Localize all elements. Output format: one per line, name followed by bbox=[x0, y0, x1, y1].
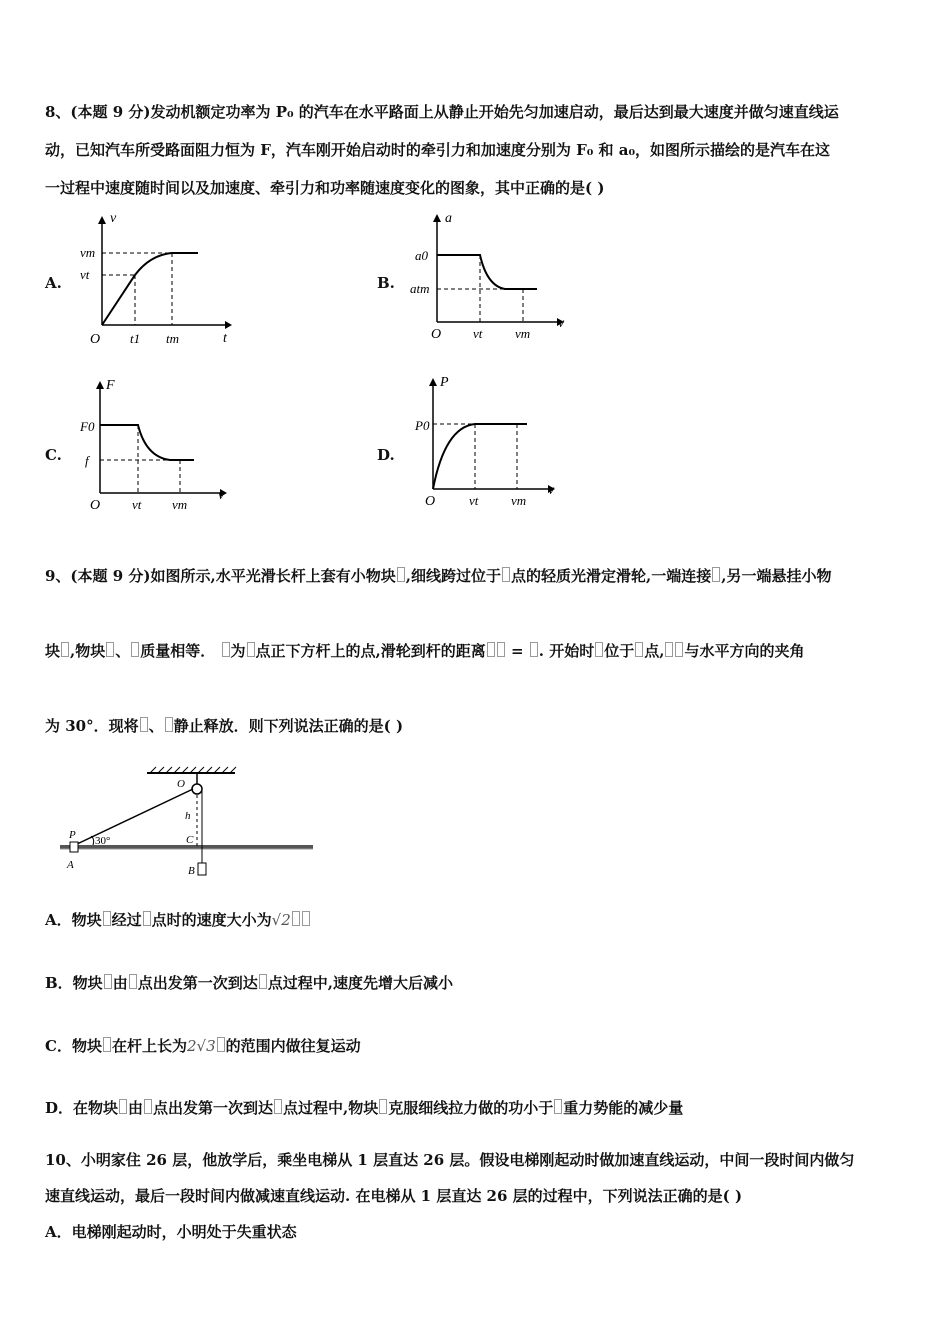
label-h: h bbox=[185, 810, 191, 822]
missing-glyph-icon bbox=[165, 717, 173, 732]
missing-glyph-icon bbox=[106, 642, 114, 657]
formula-sqrt: √2 bbox=[271, 911, 291, 929]
y-axis-label: F bbox=[106, 378, 115, 393]
missing-glyph-icon bbox=[497, 642, 505, 657]
tick-t1: t1 bbox=[130, 331, 141, 346]
missing-glyph-icon bbox=[530, 642, 538, 657]
missing-glyph-icon bbox=[554, 1099, 562, 1114]
q9-option-a[interactable]: A．物块 经过 点时的速度大小为√2 bbox=[45, 910, 311, 930]
x-axis-label: v bbox=[548, 483, 555, 498]
v-t-curve bbox=[102, 253, 198, 325]
block-b-icon bbox=[198, 863, 206, 875]
q8-option-b-label[interactable]: B. bbox=[377, 274, 395, 292]
q10-option-a[interactable]: A．电梯刚起动时，小明处于失重状态 bbox=[45, 1223, 297, 1241]
q8-option-c-label[interactable]: C. bbox=[45, 446, 62, 464]
x-axis-label: v bbox=[218, 488, 225, 503]
y-arrow-icon bbox=[429, 378, 437, 386]
tick-a0: a0 bbox=[415, 248, 428, 263]
missing-glyph-icon bbox=[274, 1099, 282, 1114]
missing-glyph-icon bbox=[397, 567, 405, 582]
missing-glyph-icon bbox=[292, 911, 300, 926]
missing-glyph-icon bbox=[259, 974, 267, 989]
missing-glyph-icon bbox=[502, 567, 510, 582]
missing-glyph-icon bbox=[635, 642, 643, 657]
q9-line-3: 为 30°．现将 、 静止释放．则下列说法正确的是( ) bbox=[45, 717, 404, 735]
missing-glyph-icon bbox=[675, 642, 683, 657]
label-p: P bbox=[69, 829, 76, 841]
tick-f: f bbox=[85, 453, 89, 468]
a-v-curve bbox=[437, 255, 537, 289]
q8-graph-d bbox=[405, 372, 565, 512]
missing-glyph-icon bbox=[104, 974, 112, 989]
missing-glyph-icon bbox=[129, 974, 137, 989]
q9-line-2: 块 ,物块 、 质量相等． 为 点正下方杆上的点,滑轮到杆的距离 = . 开始时 位于 点, 与水平方向的夹角 bbox=[45, 642, 805, 660]
q8-graph-a bbox=[80, 210, 240, 350]
q8-line-1: 8、(本题 9 分)发动机额定功率为 P₀ 的汽车在水平路面上从静止开始先匀加速启动，最后达到最大速度并做匀速直线运 bbox=[45, 103, 839, 121]
tick-vm: vm bbox=[511, 493, 527, 508]
tick-vt: vt bbox=[473, 326, 483, 341]
q8-option-a-label[interactable]: A. bbox=[45, 274, 62, 292]
y-arrow-icon bbox=[98, 216, 106, 224]
q8-line-3: 一过程中速度随时间以及加速度、牵引力和功率随速度变化的图象，其中正确的是( ) bbox=[45, 179, 605, 197]
missing-glyph-icon bbox=[103, 1037, 111, 1052]
missing-glyph-icon bbox=[712, 567, 720, 582]
q9-option-c[interactable]: C．物块 在杆上长为2√3 的范围内做往复运动 bbox=[45, 1037, 361, 1055]
missing-glyph-icon bbox=[217, 1037, 225, 1052]
tick-tm: tm bbox=[166, 331, 179, 346]
missing-glyph-icon bbox=[143, 911, 151, 926]
missing-glyph-icon bbox=[131, 642, 139, 657]
tick-vm: vm bbox=[80, 245, 96, 260]
missing-glyph-icon bbox=[379, 1099, 387, 1114]
q9-line-1: 9、(本题 9 分)如图所示,水平光滑长杆上套有小物块 ,细线跨过位于 点的轻质光滑定滑轮,一端连接 ,另一端悬挂小物 bbox=[45, 567, 832, 585]
string-segment bbox=[75, 789, 193, 845]
missing-glyph-icon bbox=[103, 911, 111, 926]
y-axis-label: v bbox=[110, 211, 117, 226]
q10-line-1: 10、小明家住 26 层，他放学后，乘坐电梯从 1 层直达 26 层。假设电梯刚起动时做加速直线运动，中间一段时间内做匀 bbox=[45, 1151, 855, 1169]
x-axis-label: t bbox=[223, 331, 227, 346]
origin-label: O bbox=[425, 494, 436, 509]
x-axis-label: v bbox=[558, 316, 565, 331]
y-axis-label: a bbox=[445, 211, 452, 226]
label-o: O bbox=[177, 778, 185, 790]
label-a: A bbox=[67, 859, 74, 871]
tick-vm: vm bbox=[515, 326, 531, 341]
origin-label: O bbox=[90, 332, 101, 347]
missing-glyph-icon bbox=[595, 642, 603, 657]
tick-vt: vt bbox=[80, 267, 90, 282]
q8-graph-b bbox=[405, 210, 575, 345]
tick-atm: atm bbox=[410, 281, 430, 296]
q9-option-b[interactable]: B．物块 由 点出发第一次到达 点过程中,速度先增大后减小 bbox=[45, 974, 453, 992]
block-p-icon bbox=[70, 842, 78, 852]
q8-option-d-label[interactable]: D. bbox=[377, 446, 395, 464]
tick-vm: vm bbox=[172, 497, 188, 512]
missing-glyph-icon bbox=[487, 642, 495, 657]
q8-line-2: 动，已知汽车所受路面阻力恒为 F，汽车刚开始启动时的牵引力和加速度分别为 F₀ 和 a₀，如图所示描绘的是汽车在这 bbox=[45, 141, 831, 159]
label-c: C bbox=[186, 834, 194, 846]
x-arrow-icon bbox=[225, 321, 232, 329]
missing-glyph-icon bbox=[119, 1099, 127, 1114]
q9-pulley-figure bbox=[55, 765, 320, 880]
missing-glyph-icon bbox=[140, 717, 148, 732]
tick-vt: vt bbox=[469, 493, 479, 508]
tick-vt: vt bbox=[132, 497, 142, 512]
pulley-icon bbox=[192, 784, 202, 794]
q9-option-d[interactable]: D．在物块 由 点出发第一次到达 点过程中,物块 克服细线拉力做的功小于 重力势能的减少量 bbox=[45, 1099, 684, 1117]
tick-f0: F0 bbox=[80, 419, 95, 434]
y-arrow-icon bbox=[96, 381, 104, 389]
formula-2sqrt3: 2√3 bbox=[186, 1037, 216, 1055]
q8-graph-c bbox=[80, 375, 240, 515]
origin-label: O bbox=[431, 327, 442, 342]
origin-label: O bbox=[90, 498, 101, 513]
missing-glyph-icon bbox=[247, 642, 255, 657]
label-b: B bbox=[188, 865, 195, 877]
y-axis-label: P bbox=[440, 375, 449, 390]
missing-glyph-icon bbox=[61, 642, 69, 657]
p-v-curve bbox=[433, 424, 527, 489]
f-v-curve bbox=[100, 425, 194, 460]
q10-line-2: 速直线运动，最后一段时间内做减速直线运动. 在电梯从 1 层直达 26 层的过程中，下列说法正确的是( ) bbox=[45, 1187, 743, 1205]
angle-label: 30° bbox=[95, 835, 111, 847]
tick-p0: P0 bbox=[415, 418, 430, 433]
missing-glyph-icon bbox=[222, 642, 230, 657]
missing-glyph-icon bbox=[665, 642, 673, 657]
missing-glyph-icon bbox=[302, 911, 310, 926]
missing-glyph-icon bbox=[144, 1099, 152, 1114]
y-arrow-icon bbox=[433, 214, 441, 222]
